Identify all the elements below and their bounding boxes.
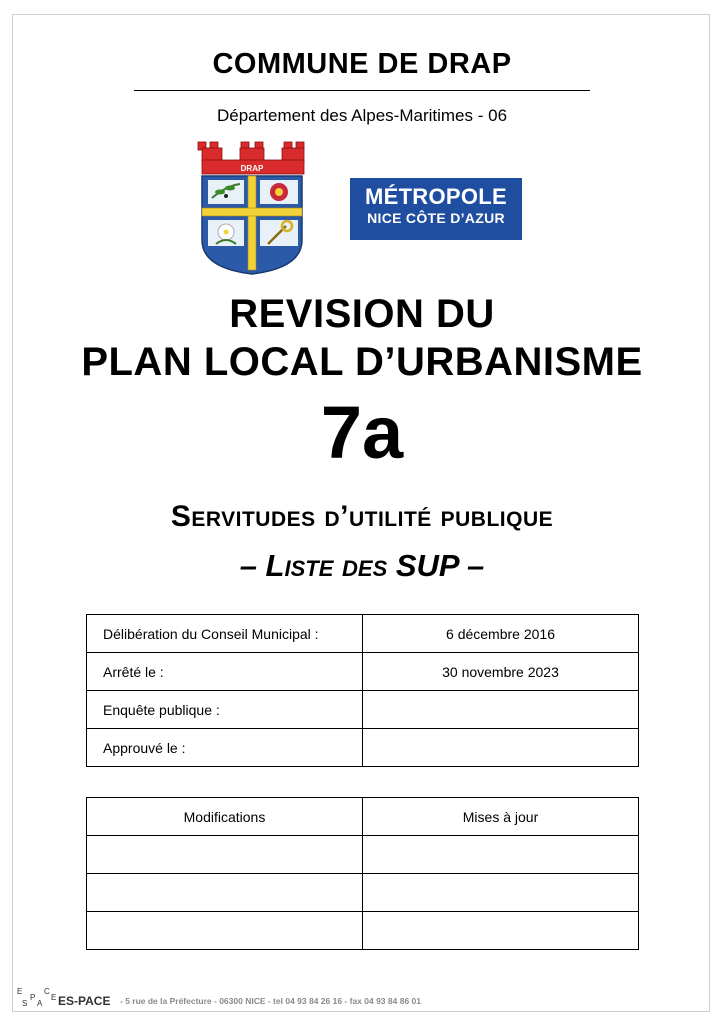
procedure-dates-table [86,614,639,767]
table-cell-value: 6 décembre 2016 [363,615,639,653]
table-cell [87,836,363,874]
table-row [87,836,639,874]
column-header-mises-a-jour: Mises à jour [363,798,639,836]
table-cell-label: Arrêté le : [87,653,363,691]
table-cell-label: Délibération du Conseil Municipal : [87,615,363,653]
table-cell [87,874,363,912]
modifications-table [86,797,639,950]
table-row [87,912,639,950]
logo-letter: E [51,993,57,1002]
subject-title: Servitudes d’utilité publique [170,500,554,533]
table-row [87,729,639,767]
metropole-logo-line2: NICE CÔTE D’AZUR [367,210,505,226]
departement-subtitle: Département des Alpes-Maritimes - 06 [216,106,508,125]
footer-brand: ES-PACE [58,994,111,1008]
table-cell-value [363,691,639,729]
table-cell [363,836,639,874]
coat-of-arms-text: DRAP [240,164,264,173]
table-row [87,691,639,729]
logo-letter: E [17,987,23,996]
table-cell-value [363,729,639,767]
title-divider [134,90,590,91]
subject-subtitle: – Liste des SUP – [239,548,485,583]
table-row [87,615,639,653]
flower-motif [208,220,244,246]
table-cell [87,912,363,950]
table-cell [363,874,639,912]
espace-logo [16,986,58,1010]
logo-letter: C [44,987,50,996]
commune-title: COMMUNE DE DRAP [212,48,512,80]
main-title-line2: PLAN LOCAL D’URBANISME [81,340,643,384]
footer-address: - 5 rue de la Préfecture - 06300 NICE - tel 04 93 84 26 16 - fax 04 93 84 86 01 [120,996,421,1006]
logo-letter: A [37,999,43,1008]
column-header-modifications: Modifications [87,798,363,836]
document-number: 7a [320,391,404,474]
table-row [87,653,639,691]
table-row [87,874,639,912]
logo-letter: P [30,993,36,1002]
rose-motif [260,180,298,204]
table-cell-value: 30 novembre 2023 [363,653,639,691]
logo-letter: S [22,999,28,1008]
coat-of-arms-logo [196,140,308,276]
main-title-line1: REVISION DU [229,292,495,336]
crozier-motif [260,220,298,246]
olive-branch-motif [208,180,244,204]
table-cell [363,912,639,950]
footer [16,986,616,1012]
table-header-row [87,798,639,836]
table-cell-label: Enquête publique : [87,691,363,729]
metropole-logo [350,178,522,240]
metropole-logo-line1: MÉTROPOLE [364,184,508,209]
table-cell-label: Approuvé le : [87,729,363,767]
